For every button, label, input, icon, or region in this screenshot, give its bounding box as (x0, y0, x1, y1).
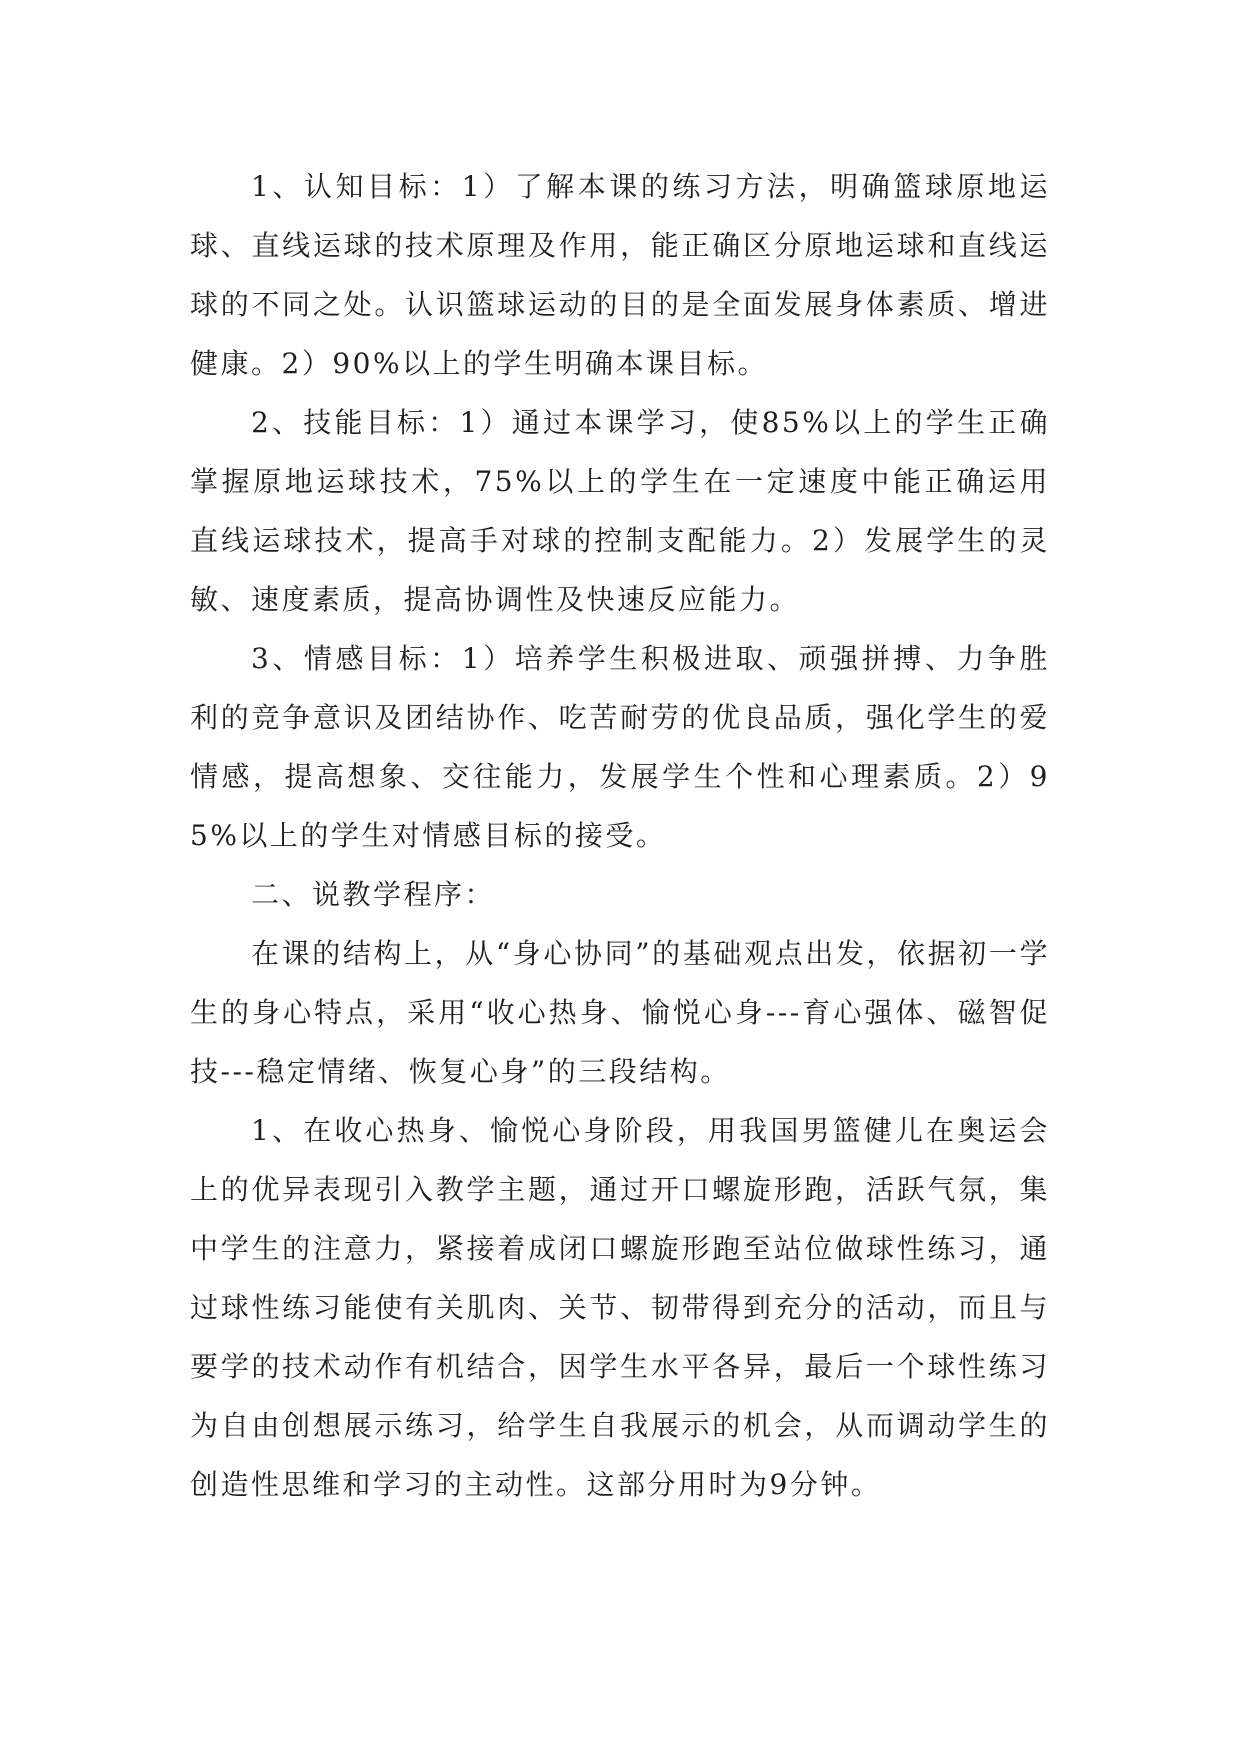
paragraph-warmup-stage: 1、在收心热身、愉悦心身阶段，用我国男篮健儿在奥运会上的优异表现引入教学主题，通过开口螺旋形跑，活跃气氛，集中学生的注意力，紧接着成闭口螺旋形跑至站位做球性练习，通过球性练习能使有关肌肉、关节、韧带得到充分的活动，而且与要学的技术动作有机结合，因学生水平各异，最后一个球性练习为自由创想展示练习，给学生自我展示的机会，从而调动学生的创造性思维和学习的主动性。这部分用时为9分钟。 (190, 1114, 1050, 1501)
document-body (190, 157, 1050, 1514)
paragraph-skill-goal: 2、技能目标：1）通过本课学习，使85%以上的学生正确掌握原地运球技术，75%以上的学生在一定速度中能正确运用直线运球技术，提高手对球的控制支配能力。2）发展学生的灵敏、速度素质，提高协调性及快速反应能力。 (190, 406, 1050, 616)
paragraph-lesson-structure: 在课的结构上，从“身心协同”的基础观点出发，依据初一学生的身心特点，采用“收心热身、愉悦心身---育心强体、磁智促技---稳定情绪、恢复心身”的三段结构。 (190, 937, 1050, 1088)
paragraph-affective-goal: 3、情感目标：1）培养学生积极进取、顽强拼搏、力争胜利的竞争意识及团结协作、吃苦耐劳的优良品质，强化学生的爱情感，提高想象、交往能力，发展学生个性和心理素质。2）95%以上的学生对情感目标的接受。 (190, 642, 1050, 852)
section-heading-teaching-procedure: 二、说教学程序： (251, 878, 496, 911)
paragraph-cognitive-goal: 1、认知目标：1）了解本课的练习方法，明确篮球原地运球、直线运球的技术原理及作用，能正确区分原地运球和直线运球的不同之处。认识篮球运动的目的是全面发展身体素质、增进健康。2）90%以上的学生明确本课目标。 (190, 170, 1050, 380)
